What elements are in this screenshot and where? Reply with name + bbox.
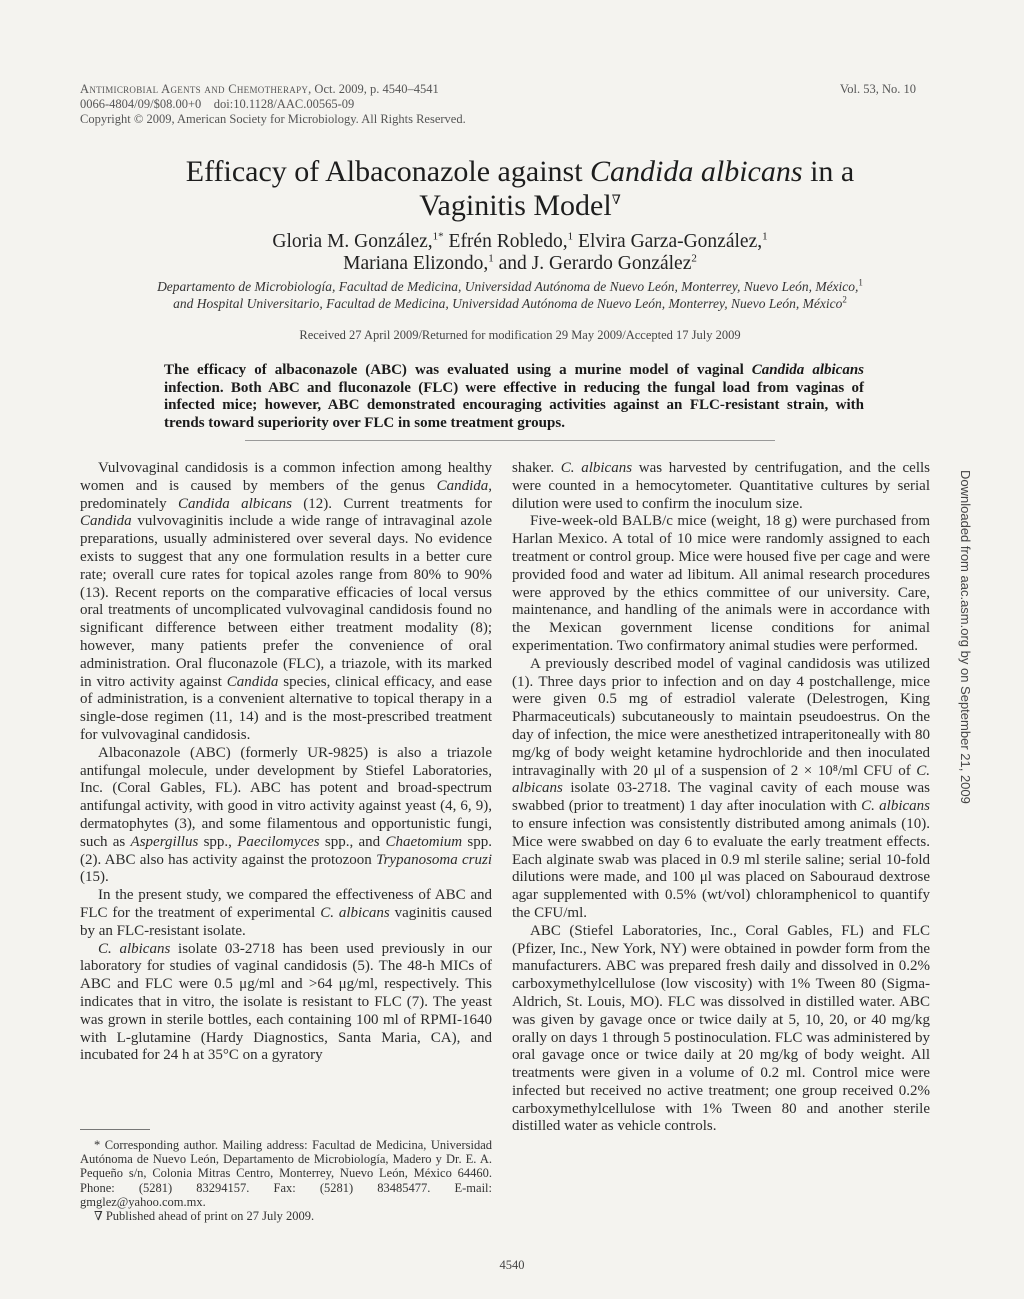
volume-info: Vol. 53, No. 10 [839, 82, 916, 96]
author-4: Mariana Elizondo, [343, 253, 489, 274]
text: (12). Current treatments for [291, 495, 492, 512]
paragraph [80, 745, 492, 887]
italic: Aspergillus [130, 833, 199, 850]
text: isolate 03-2718 has been used previously in our laboratory for studies of vaginal candidosis (5). The 48-h MICs of ABC and FLC were 0.5 μg/ml and >64 μg/ml, respectively. This indicates that in vitro, the isolate is resistant to FLC (7). The yeast was grown in sterile bottles, each containing 100 ml of RPMI-1640 with L-glutamine (Hardy Diagnostics, Santa Maria, CA), and incubated for 24 h at 35°C on a gyratory [80, 940, 492, 1064]
title-mark: ∇ [611, 192, 621, 207]
italic: C. albicans [861, 798, 930, 815]
footnote-divider [80, 1129, 150, 1130]
author-4-affil: 1 [488, 252, 494, 265]
abstract-divider [245, 440, 775, 441]
corresponding-mark: * [438, 230, 444, 243]
text: vulvovaginitis include a wide range of intravaginal azole preparations, usually administered over several days. No evidence exists to suggest that any one formulation results in a better cure rate; overall cure rates for topical azoles range from 80% to 90% (13). Recent reports on the comparative efficacies of local versus oral treatments of uncomplicated vulvovaginal candidosis found no significant difference between either treatment modality (8); however, many patients prefer the convenience of oral administration. Oral fluconazole (FLC), a triazole, with its marked in vitro activity against [80, 513, 492, 690]
author-3: Elvira Garza-González, [573, 231, 763, 252]
author-1: Gloria M. González, [272, 231, 433, 252]
author-2-affil: 1 [567, 230, 574, 243]
italic: Chaetomium [385, 833, 463, 850]
author-1-affil: 1 [432, 230, 439, 243]
italic: Trypanosoma cruzi [376, 851, 492, 868]
published-footnote: ∇ Published ahead of print on 27 July 2009. [94, 1209, 315, 1224]
italic: C. albicans [560, 460, 633, 476]
affiliation-1-mark: 1 [858, 277, 863, 288]
paragraph [512, 656, 930, 923]
copyright: Copyright © 2009, American Society for Microbiology. All Rights Reserved. [80, 112, 466, 126]
affiliation-2-mark: 2 [842, 294, 847, 305]
text: spp. (2). ABC also has activity against the protozoon [80, 833, 492, 868]
text: A previously described model of vaginal candidosis was utilized (1). Three days prior to infection and on day 4 postchallenge, mice were given 0.5 mg of estradiol valerate (Delestrogen, King Pharmaceuticals) subcutaneously to maintain pseudoestrus. On the day of infection, the mice were anesthetized intraperitoneally with 80 mg/kg of body weight ketamine hydrochloride and then inoculated intravaginally with 20 μl of a suspension of 2 × 10⁸/ml CFU of [512, 655, 930, 779]
page-number: 4540 [499, 1258, 525, 1272]
paragraph [80, 887, 492, 940]
abstract [164, 362, 864, 432]
paragraph [80, 460, 492, 745]
title-italic: Candida albicans [590, 155, 803, 188]
text: spp., and [319, 833, 386, 850]
affiliation-2: and Hospital Universitario, Facultad de Medicina, Universidad Autónoma de Nuevo León, Monterrey, Nuevo León, México [173, 296, 843, 311]
text: isolate 03-2718. The vaginal cavity of each mouse was swabbed (prior to treatment) 1 day after inoculation with [512, 780, 930, 815]
citation-detail: , Oct. 2009, p. 4540–4541 [308, 82, 439, 96]
text: species, clinical efficacy, and ease of administration, is a convenient alternative to topical therapy in a single-dose regimen (11, 14) and is the most-prescribed treatment for vulvovaginal candidosis. [80, 673, 492, 743]
affiliations [70, 278, 950, 312]
corresponding-footnote: * Corresponding author. Mailing address: Facultad de Medicina, Universidad Autónoma de Nuevo León, Departamento de Microbiología, Madero y Dr. E. A. Pequeño s/n, Colonia Mitras Centro, Monterrey, Nuevo León, México 64460. Phone: (5281) 83294157. Fax: (5281) 83485477. E-mail: gmglez@yahoo.com.mx. [80, 1138, 492, 1209]
download-stamp-text: Downloaded from aac.asm.org by on September 21, 2009 [958, 470, 973, 804]
abstract-text-1: The efficacy of albaconazole (ABC) was evaluated using a murine model of vaginal [164, 362, 752, 378]
title-text-2: in a Vaginitis Model [419, 155, 855, 222]
title-text-1: Efficacy of Albaconazole against [185, 155, 591, 188]
italic: C. albicans [512, 762, 930, 797]
italic: Candida [226, 673, 279, 690]
received-dates: Received 27 April 2009/Returned for modification 29 May 2009/Accepted 17 July 2009 [299, 328, 741, 342]
author-5: and J. Gerardo González [493, 253, 692, 274]
italic: C. albicans [320, 904, 390, 921]
issn-doi: 0066-4804/09/$08.00+0 doi:10.1128/AAC.00565-09 [80, 97, 355, 111]
footnotes [80, 1138, 492, 1223]
italic: C. albicans [98, 940, 171, 957]
paragraph [512, 460, 930, 513]
journal-citation [80, 82, 640, 97]
abstract-italic: Candida albicans [751, 362, 865, 378]
paragraph: Five-week-old BALB/c mice (weight, 18 g) were purchased from Harlan Mexico. A total of 10 mice were randomly assigned to each treatment or control group. Mice were housed five per cage and were provided food and water ad libitum. All animal research procedures were approved by the ethics committee of our university. Care, maintenance, and handling of the animals were in accordance with the Mexican government license conditions for animal experimentation. Two confirmatory animal studies were performed. [512, 513, 930, 654]
text: In the present study, we compared the effectiveness of ABC and FLC for the treatment of experimental [80, 887, 492, 921]
author-list [140, 231, 900, 275]
right-column [512, 460, 930, 1136]
text: , predominately [80, 477, 492, 512]
paragraph: ABC (Stiefel Laboratories, Inc., Coral Gables, FL) and FLC (Pfizer, Inc., New York, NY) were obtained in powder form from the manufacturers. ABC was prepared fresh daily and dissolved in 0.2% carboxymethylcellulose (low viscosity) with 1% Tween 80 (Sigma-Aldrich, St. Louis, MO). FLC was dissolved in distilled water. ABC was given by gavage once or twice daily at 5, 10, 20, or 40 mg/kg orally on days 1 through 5 postinoculation. FLC was administered by oral gavage once or twice daily at 20 mg/kg of body weight. All treatments were given in a volume of 0.2 ml. Control mice were infected but received no active treatment; one group received 0.2% carboxymethylcellulose with 1% Tween 80 and another sterile distilled water as vehicle controls. [512, 922, 930, 1135]
italic: Candida [436, 477, 489, 494]
download-stamp [957, 470, 973, 804]
affiliation-1: Departamento de Microbiología, Facultad de Medicina, Universidad Autónoma de Nuevo León, Monterrey, Nuevo León, México, [157, 279, 859, 294]
paragraph [80, 941, 492, 1066]
text: (15). [80, 869, 109, 886]
text: was harvested by centrifugation, and the cells were counted in a hemocytometer. Quantitative cultures by serial dilution were used to confirm the inoculum size. [512, 460, 931, 512]
running-header [80, 82, 640, 127]
abstract-text-2: infection. Both ABC and fluconazole (FLC) were effective in reducing the fungal load from vaginas of infected mice; however, ABC demonstrated encouraging activities against an FLC-resistant strain, with trends toward superiority over FLC in some treatment groups. [164, 379, 864, 431]
text: to ensure infection was consistently distributed among animals (10). Mice were swabbed on day 6 to evaluate the early treatment effects. Each alginate swab was placed in 0.9 ml sterile saline; serial 10-fold dilutions were made, and 100 μl was placed on Sabouraud dextrose agar supplemented with 0.5% (wt/vol) chloramphenicol to quantify the CFU/ml. [512, 815, 930, 921]
left-column [80, 460, 492, 1065]
article-title [140, 155, 900, 223]
italic: Paecilomyces [237, 833, 320, 850]
journal-name: Antimicrobial Agents and Chemotherapy [80, 82, 309, 96]
text: Albaconazole (ABC) (formerly UR-9825) is also a triazole antifungal molecule, under development by Stiefel Laboratories, Inc. (Coral Gables, FL). ABC has potent and broad-spectrum antifungal activity, with good in vitro activity against yeast (4, 6, 9), dermatophytes (3), and some filamentous and opportunistic fungi, such as [80, 744, 492, 850]
author-5-affil: 2 [691, 252, 697, 265]
text: spp., [198, 833, 238, 850]
italic: Candida albicans [178, 495, 292, 512]
italic: Candida [80, 513, 132, 530]
author-3-affil: 1 [762, 230, 768, 243]
author-2: Efrén Robledo, [443, 231, 568, 252]
text: Vulvovaginal candidosis is a common infection among healthy women and is caused by members of the genus [80, 460, 492, 494]
text: shaker. [512, 460, 561, 476]
text: vaginitis caused by an FLC-resistant isolate. [80, 904, 492, 939]
